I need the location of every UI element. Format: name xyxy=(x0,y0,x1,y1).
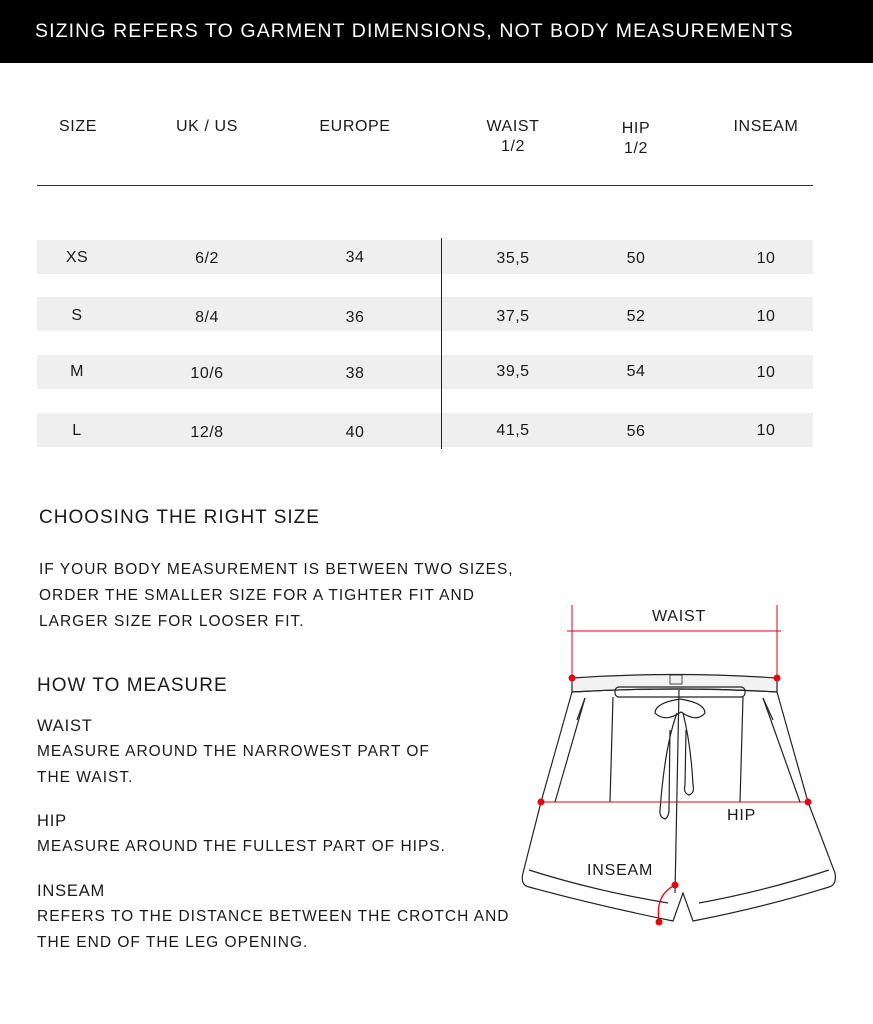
measurement-markers xyxy=(538,605,812,926)
cell-inseam: 10 xyxy=(756,364,776,381)
cell-size: XS xyxy=(65,249,89,266)
cell-inseam: 10 xyxy=(756,250,776,267)
table-row xyxy=(37,413,813,447)
cell-waist: 41,5 xyxy=(496,422,530,439)
cell-uk-us: 8/4 xyxy=(195,309,219,326)
cell-size: L xyxy=(72,422,82,439)
cell-europe: 36 xyxy=(345,309,365,326)
table-row xyxy=(37,297,813,331)
sizing-notice-banner: SIZING REFERS TO GARMENT DIMENSIONS, NOT BODY MEASUREMENTS xyxy=(0,0,873,63)
diagram-inseam-label: INSEAM xyxy=(587,862,654,879)
header-uk-us: UK / US xyxy=(176,118,238,135)
hip-label: HIP xyxy=(37,812,67,830)
cell-waist: 35,5 xyxy=(496,250,530,267)
header-divider xyxy=(37,185,813,186)
inseam-text: REFERS TO THE DISTANCE BETWEEN THE CROTCH AND THE END OF THE LEG OPENING. xyxy=(37,908,510,951)
measure-title: HOW TO MEASURE xyxy=(37,675,228,696)
cell-hip: 52 xyxy=(626,308,646,325)
cell-hip: 54 xyxy=(626,363,646,380)
header-waist: WAIST 1/2 xyxy=(486,118,540,155)
waist-label: WAIST xyxy=(37,717,93,735)
table-row xyxy=(37,240,813,274)
header-europe: EUROPE xyxy=(319,118,391,135)
cell-uk-us: 10/6 xyxy=(190,365,224,382)
cell-size: S xyxy=(71,307,83,324)
cell-uk-us: 6/2 xyxy=(195,250,219,267)
column-divider xyxy=(441,238,442,449)
cell-size: M xyxy=(70,363,84,380)
cell-hip: 56 xyxy=(626,423,646,440)
waist-text: MEASURE AROUND THE NARROWEST PART OF THE WAIST. xyxy=(37,743,430,786)
cell-europe: 34 xyxy=(345,249,365,266)
cell-hip: 50 xyxy=(626,250,646,267)
cell-uk-us: 12/8 xyxy=(190,424,224,441)
diagram-waist-label: WAIST xyxy=(652,608,707,625)
cell-inseam: 10 xyxy=(756,422,776,439)
choosing-text: IF YOUR BODY MEASUREMENT IS BETWEEN TWO SIZES, ORDER THE SMALLER SIZE FOR A TIGHTER FIT AND LARGER SIZE FOR LOOSER FIT. xyxy=(39,561,514,630)
inseam-label: INSEAM xyxy=(37,882,106,900)
cell-waist: 37,5 xyxy=(496,308,530,325)
header-hip: HIP 1/2 xyxy=(621,120,651,157)
diagram-hip-label: HIP xyxy=(727,807,757,824)
choosing-title: CHOOSING THE RIGHT SIZE xyxy=(39,507,320,528)
shorts-outline xyxy=(522,675,835,922)
cell-europe: 38 xyxy=(345,365,365,382)
table-row xyxy=(37,355,813,389)
hip-text: MEASURE AROUND THE FULLEST PART OF HIPS. xyxy=(37,838,446,855)
shorts-measurement-diagram xyxy=(515,595,845,935)
header-inseam: INSEAM xyxy=(733,118,799,135)
header-size: SIZE xyxy=(59,118,97,135)
cell-inseam: 10 xyxy=(756,308,776,325)
cell-europe: 40 xyxy=(345,424,365,441)
cell-waist: 39,5 xyxy=(496,363,530,380)
